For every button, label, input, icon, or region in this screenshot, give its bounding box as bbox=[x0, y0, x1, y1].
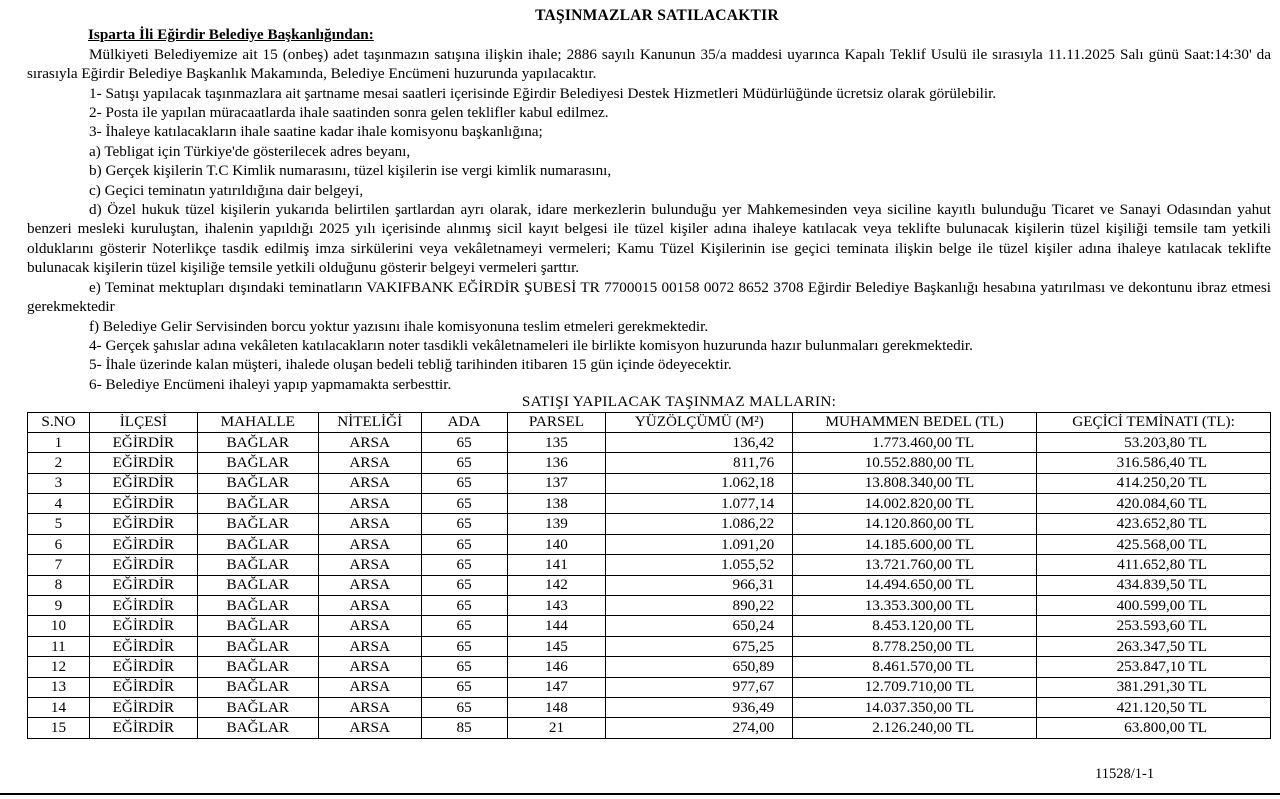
table-cell: 253.593,60 TL bbox=[1037, 616, 1271, 636]
clause-4: 4- Gerçek şahıslar adına vekâleten katılacakların noter tasdikli vekâletnameleri ile birlikte komisyon huzurunda hazır bulunmaları gerekmektedir. bbox=[89, 336, 973, 354]
col-header: NİTELİĞİ bbox=[318, 412, 421, 432]
table-cell: BAĞLAR bbox=[197, 677, 318, 697]
clause-3a: a) Tebligat için Türkiye'de gösterilecek adres beyanı, bbox=[89, 142, 411, 160]
table-cell: 10.552.880,00 TL bbox=[793, 453, 1037, 473]
table-row bbox=[28, 453, 1271, 473]
table-cell: BAĞLAR bbox=[197, 636, 318, 656]
table-cell: 65 bbox=[421, 657, 507, 677]
page-title: TAŞINMAZLAR SATILACAKTIR bbox=[535, 7, 779, 24]
table-cell: 966,31 bbox=[606, 575, 793, 595]
table-cell: 14.002.820,00 TL bbox=[793, 494, 1037, 514]
table-cell: 14.120.860,00 TL bbox=[793, 514, 1037, 534]
table-cell: EĞİRDİR bbox=[89, 677, 197, 697]
table-cell: 1.055,52 bbox=[606, 555, 793, 575]
table-cell: 14 bbox=[28, 698, 90, 718]
table-cell: 5 bbox=[28, 514, 90, 534]
table-cell: ARSA bbox=[318, 494, 421, 514]
table-cell: 420.084,60 TL bbox=[1037, 494, 1271, 514]
table-cell: 13.353.300,00 TL bbox=[793, 596, 1037, 616]
table-cell: 8 bbox=[28, 575, 90, 595]
bottom-divider bbox=[0, 793, 1280, 795]
property-table bbox=[27, 412, 1271, 739]
table-cell: 65 bbox=[421, 514, 507, 534]
issuer-heading: Isparta İli Eğirdir Belediye Başkanlığından: bbox=[88, 26, 374, 44]
table-cell: 7 bbox=[28, 555, 90, 575]
table-row bbox=[28, 636, 1271, 656]
col-header: YÜZÖLÇÜMÜ (M²) bbox=[606, 412, 793, 432]
table-cell: 2.126.240,00 TL bbox=[793, 718, 1037, 738]
table-cell: 1.091,20 bbox=[606, 534, 793, 554]
table-cell: ARSA bbox=[318, 514, 421, 534]
table-cell: 139 bbox=[507, 514, 606, 534]
table-cell: 650,24 bbox=[606, 616, 793, 636]
table-cell: 145 bbox=[507, 636, 606, 656]
table-cell: 65 bbox=[421, 432, 507, 452]
table-cell: ARSA bbox=[318, 555, 421, 575]
table-cell: BAĞLAR bbox=[197, 514, 318, 534]
clause-3c: c) Geçici teminatın yatırıldığına dair belgeyi, bbox=[89, 181, 364, 199]
table-cell: BAĞLAR bbox=[197, 534, 318, 554]
table-row bbox=[28, 534, 1271, 554]
table-cell: 8.453.120,00 TL bbox=[793, 616, 1037, 636]
table-cell: 12.709.710,00 TL bbox=[793, 677, 1037, 697]
table-cell: 148 bbox=[507, 698, 606, 718]
table-cell: 423.652,80 TL bbox=[1037, 514, 1271, 534]
table-caption: SATIŞI YAPILACAK TAŞINMAZ MALLARIN: bbox=[521, 393, 837, 411]
table-cell: ARSA bbox=[318, 657, 421, 677]
table-cell: 1.077,14 bbox=[606, 494, 793, 514]
clause-3b: b) Gerçek kişilerin T.C Kimlik numarasını, tüzel kişilerin ise vergi kimlik numarasını, bbox=[89, 162, 612, 180]
table-cell: 650,89 bbox=[606, 657, 793, 677]
table-row bbox=[28, 698, 1271, 718]
table-cell: 1.062,18 bbox=[606, 473, 793, 493]
table-cell: 6 bbox=[28, 534, 90, 554]
table-cell: EĞİRDİR bbox=[89, 657, 197, 677]
col-header: İLÇESİ bbox=[89, 412, 197, 432]
col-header: ADA bbox=[421, 412, 507, 432]
table-cell: 65 bbox=[421, 575, 507, 595]
table-cell: 142 bbox=[507, 575, 606, 595]
table-cell: BAĞLAR bbox=[197, 616, 318, 636]
table-cell: 3 bbox=[28, 473, 90, 493]
table-cell: 1.086,22 bbox=[606, 514, 793, 534]
table-row bbox=[28, 494, 1271, 514]
table-cell: 13.808.340,00 TL bbox=[793, 473, 1037, 493]
table-cell: BAĞLAR bbox=[197, 698, 318, 718]
table-row bbox=[28, 718, 1271, 738]
table-cell: BAĞLAR bbox=[197, 555, 318, 575]
table-cell: 13.721.760,00 TL bbox=[793, 555, 1037, 575]
table-body bbox=[28, 432, 1271, 738]
table-cell: EĞİRDİR bbox=[89, 596, 197, 616]
table-cell: 414.250,20 TL bbox=[1037, 473, 1271, 493]
table-cell: 141 bbox=[507, 555, 606, 575]
table-cell: 137 bbox=[507, 473, 606, 493]
table-cell: 14.494.650,00 TL bbox=[793, 575, 1037, 595]
table-cell: 274,00 bbox=[606, 718, 793, 738]
table-cell: ARSA bbox=[318, 698, 421, 718]
table-cell: 9 bbox=[28, 596, 90, 616]
table-cell: ARSA bbox=[318, 636, 421, 656]
table-cell: 675,25 bbox=[606, 636, 793, 656]
table-cell: BAĞLAR bbox=[197, 473, 318, 493]
table-cell: ARSA bbox=[318, 677, 421, 697]
table-cell: EĞİRDİR bbox=[89, 698, 197, 718]
table-row bbox=[28, 596, 1271, 616]
table-cell: 140 bbox=[507, 534, 606, 554]
clause-3d: d) Özel hukuk tüzel kişilerin yukarıda belirtilen şartlardan ayrı olarak, idare merkezlerin bulunduğu yer Mahkemesinden veya siciline kayıtlı bulunduğu Ticaret ve Sanayi Odasından yahut benzeri mesleki kuruluştan, ihalenin yapıldığı 2025 yılı içerisinde alınmış sicil kayıt belgesi ile tüzel kişiler adına ihaleye katılacak veya teklifte bulunacak kişilerin tüzel kişiliği temsile tam yetkili olduklarını gösterir Noterlikçe tasdik edilmiş imza sirkülerini veya vekâletnameyi vermeleri; Kamu Tüzel Kişilerinin ise geçici teminata ilişkin belge ile tüzel kişiler adına ihaleye katılacak teklifte bulunacak kişilerin tüzel kişiliğe temsile yetkili olduğunu gösterir belgeyi vermeleri şarttır. bbox=[27, 201, 1271, 277]
table-cell: ARSA bbox=[318, 596, 421, 616]
table-cell: 890,22 bbox=[606, 596, 793, 616]
table-cell: EĞİRDİR bbox=[89, 453, 197, 473]
table-cell: 400.599,00 TL bbox=[1037, 596, 1271, 616]
table-cell: 14.185.600,00 TL bbox=[793, 534, 1037, 554]
table-cell: 1 bbox=[28, 432, 90, 452]
table-cell: 85 bbox=[421, 718, 507, 738]
table-cell: 13 bbox=[28, 677, 90, 697]
table-cell: 136 bbox=[507, 453, 606, 473]
table-cell: 15 bbox=[28, 718, 90, 738]
col-header: S.NO bbox=[28, 412, 90, 432]
table-cell: 14.037.350,00 TL bbox=[793, 698, 1037, 718]
table-cell: 411.652,80 TL bbox=[1037, 555, 1271, 575]
table-cell: EĞİRDİR bbox=[89, 575, 197, 595]
table-row bbox=[28, 432, 1271, 452]
table-cell: EĞİRDİR bbox=[89, 534, 197, 554]
announcement bbox=[27, 6, 1271, 739]
table-cell: 65 bbox=[421, 534, 507, 554]
table-cell: 63.800,00 TL bbox=[1037, 718, 1271, 738]
table-cell: 381.291,30 TL bbox=[1037, 677, 1271, 697]
table-cell: 65 bbox=[421, 636, 507, 656]
table-cell: 144 bbox=[507, 616, 606, 636]
table-cell: 65 bbox=[421, 473, 507, 493]
intro-paragraph: Mülkiyeti Belediyemize ait 15 (onbeş) adet taşınmazın satışına ilişkin ihale; 2886 sayılı Kanunun 35/a maddesi uyarınca Kapalı Teklif Usulü ile sırasıyla 11.11.2025 Salı günü Saat:14:30' da sırasıyla Eğirdir Belediye Başkanlık Makamında, Belediye Encümeni huzurunda yapılacaktır. bbox=[27, 45, 1271, 83]
table-cell: 65 bbox=[421, 677, 507, 697]
table-cell: BAĞLAR bbox=[197, 453, 318, 473]
clause-3f: f) Belediye Gelir Servisinden borcu yoktur yazısını ihale komisyonuna teslim etmeleri gerekmektedir. bbox=[89, 317, 709, 335]
table-row bbox=[28, 616, 1271, 636]
clause-1: 1- Satışı yapılacak taşınmazlara ait şartname mesai saatleri içerisinde Eğirdir Belediyesi Destek Hizmetleri Müdürlüğünde ücretsiz olarak görülebilir. bbox=[89, 84, 997, 102]
table-cell: 143 bbox=[507, 596, 606, 616]
table-cell: ARSA bbox=[318, 453, 421, 473]
table-cell: BAĞLAR bbox=[197, 432, 318, 452]
table-cell: 65 bbox=[421, 596, 507, 616]
clause-3e: e) Teminat mektupları dışındaki teminatların VAKIFBANK EĞİRDİR ŞUBESİ TR 7700015 00158 0072 8652 3708 Eğirdir Belediye Başkanlığı hesabına yatırılması ve dekontunu ibraz etmesi gerekmektedir bbox=[27, 278, 1271, 316]
table-cell: 8.461.570,00 TL bbox=[793, 657, 1037, 677]
table-cell: BAĞLAR bbox=[197, 494, 318, 514]
table-row bbox=[28, 555, 1271, 575]
col-header: GEÇİCİ TEMİNATI (TL): bbox=[1037, 412, 1271, 432]
table-row bbox=[28, 473, 1271, 493]
table-row bbox=[28, 657, 1271, 677]
table-cell: 4 bbox=[28, 494, 90, 514]
table-cell: 1.773.460,00 TL bbox=[793, 432, 1037, 452]
table-cell: EĞİRDİR bbox=[89, 555, 197, 575]
table-cell: 65 bbox=[421, 453, 507, 473]
table-cell: BAĞLAR bbox=[197, 596, 318, 616]
table-cell: 936,49 bbox=[606, 698, 793, 718]
table-cell: EĞİRDİR bbox=[89, 494, 197, 514]
table-cell: EĞİRDİR bbox=[89, 514, 197, 534]
table-cell: 8.778.250,00 TL bbox=[793, 636, 1037, 656]
table-cell: 65 bbox=[421, 494, 507, 514]
col-header: MUHAMMEN BEDEL (TL) bbox=[793, 412, 1037, 432]
table-cell: EĞİRDİR bbox=[89, 636, 197, 656]
table-cell: 138 bbox=[507, 494, 606, 514]
table-row bbox=[28, 677, 1271, 697]
table-cell: BAĞLAR bbox=[197, 657, 318, 677]
table-cell: ARSA bbox=[318, 473, 421, 493]
table-cell: 10 bbox=[28, 616, 90, 636]
table-cell: EĞİRDİR bbox=[89, 616, 197, 636]
table-cell: EĞİRDİR bbox=[89, 718, 197, 738]
table-cell: 421.120,50 TL bbox=[1037, 698, 1271, 718]
table-cell: 21 bbox=[507, 718, 606, 738]
table-cell: 253.847,10 TL bbox=[1037, 657, 1271, 677]
table-cell: 135 bbox=[507, 432, 606, 452]
table-cell: EĞİRDİR bbox=[89, 473, 197, 493]
col-header: MAHALLE bbox=[197, 412, 318, 432]
table-cell: 811,76 bbox=[606, 453, 793, 473]
clause-2: 2- Posta ile yapılan müracaatlarda ihale saatinden sonra gelen teklifler kabul edilmez. bbox=[89, 104, 609, 122]
table-cell: 53.203,80 TL bbox=[1037, 432, 1271, 452]
table-header-row bbox=[28, 412, 1271, 432]
table-cell: 434.839,50 TL bbox=[1037, 575, 1271, 595]
table-cell: EĞİRDİR bbox=[89, 432, 197, 452]
table-cell: 147 bbox=[507, 677, 606, 697]
table-cell: 425.568,00 TL bbox=[1037, 534, 1271, 554]
table-cell: ARSA bbox=[318, 575, 421, 595]
clause-3: 3- İhaleye katılacakların ihale saatine kadar ihale komisyonu başkanlığına; bbox=[89, 123, 543, 141]
table-cell: ARSA bbox=[318, 534, 421, 554]
table-cell: 136,42 bbox=[606, 432, 793, 452]
table-cell: 65 bbox=[421, 555, 507, 575]
table-cell: 12 bbox=[28, 657, 90, 677]
table-cell: ARSA bbox=[318, 616, 421, 636]
col-header: PARSEL bbox=[507, 412, 606, 432]
table-cell: 65 bbox=[421, 616, 507, 636]
table-cell: 2 bbox=[28, 453, 90, 473]
table-cell: 977,67 bbox=[606, 677, 793, 697]
table-cell: ARSA bbox=[318, 432, 421, 452]
reference-number: 11528/1-1 bbox=[1095, 766, 1155, 782]
table-cell: 146 bbox=[507, 657, 606, 677]
table-cell: 11 bbox=[28, 636, 90, 656]
table-cell: 65 bbox=[421, 698, 507, 718]
table-cell: 263.347,50 TL bbox=[1037, 636, 1271, 656]
clause-6: 6- Belediye Encümeni ihaleyi yapıp yapmamakta serbesttir. bbox=[89, 375, 452, 393]
table-cell: 316.586,40 TL bbox=[1037, 453, 1271, 473]
table-cell: ARSA bbox=[318, 718, 421, 738]
table-cell: BAĞLAR bbox=[197, 718, 318, 738]
table-row bbox=[28, 575, 1271, 595]
clause-5: 5- İhale üzerinde kalan müşteri, ihalede oluşan bedeli tebliğ tarihinden itibaren 15 gün içinde ödeyecektir. bbox=[89, 356, 732, 374]
table-row bbox=[28, 514, 1271, 534]
table-cell: BAĞLAR bbox=[197, 575, 318, 595]
